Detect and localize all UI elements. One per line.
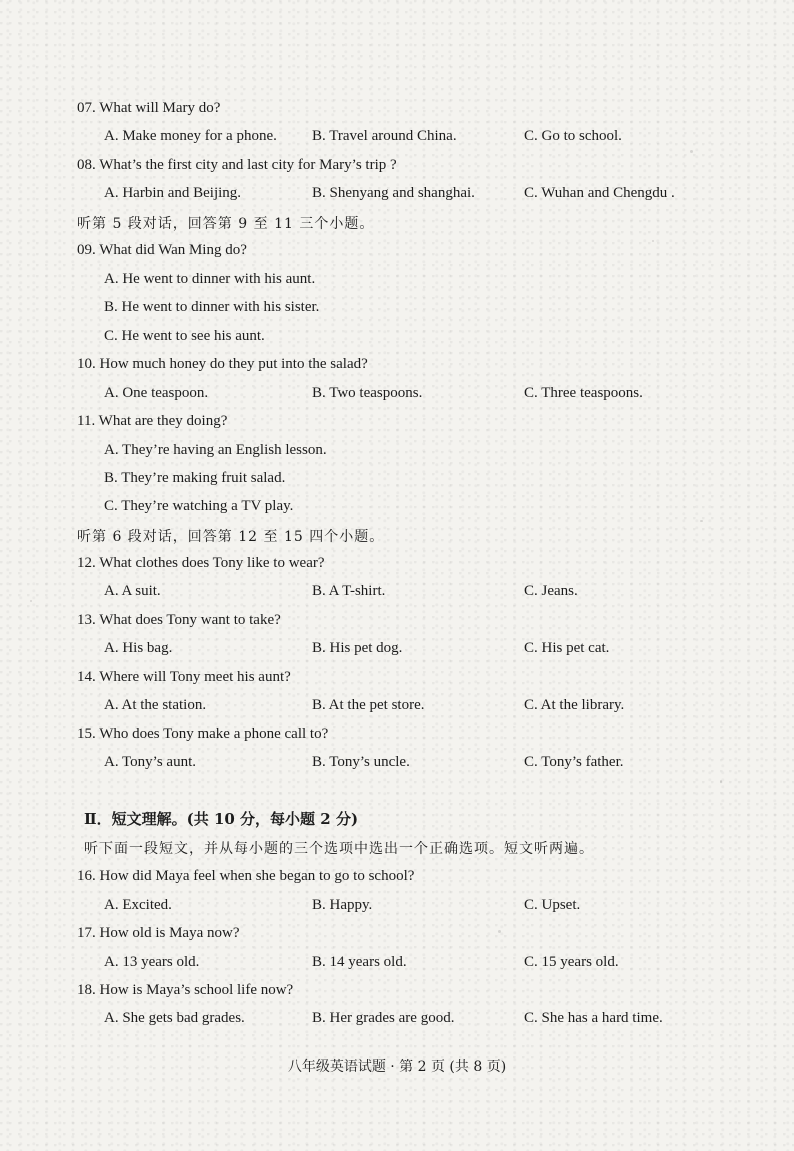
question-17: 17. How old is Maya now? <box>77 925 240 941</box>
scan-speck <box>30 600 32 602</box>
option-11-c <box>0 492 794 520</box>
options-10 <box>0 379 794 407</box>
option-a: A. 13 years old. <box>104 954 200 970</box>
option-c: C. Jeans. <box>524 583 578 599</box>
option-c: C. He went to see his aunt. <box>104 328 265 344</box>
options-12 <box>0 577 794 605</box>
option-09-a <box>0 265 794 293</box>
option-c: C. Upset. <box>524 897 581 913</box>
option-a: A. Excited. <box>104 897 172 913</box>
page-footer: 八年级英语试题 · 第 2 页 (共 8 页) <box>287 1059 507 1075</box>
option-a: A. A suit. <box>104 583 161 599</box>
question-07: 07. What will Mary do? <box>77 100 221 116</box>
option-a: A. Make money for a phone. <box>104 128 277 144</box>
option-b: B. At the pet store. <box>312 697 425 713</box>
option-a: A. Harbin and Beijing. <box>104 185 242 201</box>
question-15: 15. Who does Tony make a phone call to? <box>77 726 329 742</box>
option-11-a <box>0 436 794 464</box>
option-11-b <box>0 464 794 492</box>
option-b: B. Tony’s uncle. <box>312 754 410 770</box>
scan-speck <box>720 780 722 783</box>
option-b: B. Shenyang and shanghai. <box>312 185 475 201</box>
options-16 <box>0 891 794 919</box>
scan-speck <box>652 240 654 242</box>
scan-speck <box>700 520 703 522</box>
question-09: 09. What did Wan Ming do? <box>77 242 247 258</box>
scan-speck <box>498 930 501 933</box>
option-c: C. His pet cat. <box>524 640 610 656</box>
scan-speck <box>690 150 693 153</box>
option-a: A. At the station. <box>104 697 207 713</box>
option-09-b <box>0 293 794 321</box>
option-a: A. Tony’s aunt. <box>104 754 197 770</box>
options-17 <box>0 948 794 976</box>
question-16: 16. How did Maya feel when she began to go to school? <box>77 868 415 884</box>
option-a: A. She gets bad grades. <box>104 1010 245 1026</box>
question-14: 14. Where will Tony meet his aunt? <box>77 669 291 685</box>
options-14 <box>0 691 794 719</box>
section-2-instruction: 听下面一段短文，并从每小题的三个选项中选出一个正确选项。短文听两遍。 <box>84 841 594 857</box>
question-08: 08. What’s the first city and last city for Mary’s trip ? <box>77 157 397 173</box>
options-08 <box>0 179 794 207</box>
option-c: C. Three teaspoons. <box>524 385 643 401</box>
option-b: B. Travel around China. <box>312 128 457 144</box>
section-2-title: Ⅱ．短文理解。(共 10 分，每小题 2 分) <box>84 810 359 828</box>
option-b: B. He went to dinner with his sister. <box>104 299 320 315</box>
options-13 <box>0 634 794 662</box>
options-07 <box>0 122 794 150</box>
instruction-dialogue-5: 听第 5 段对话，回答第 9 至 11 三个小题。 <box>77 216 375 232</box>
options-18 <box>0 1004 794 1032</box>
option-c: C. Tony’s father. <box>524 754 624 770</box>
option-c: C. She has a hard time. <box>524 1010 663 1026</box>
option-b: B. His pet dog. <box>312 640 403 656</box>
question-18: 18. How is Maya’s school life now? <box>77 982 294 998</box>
option-09-c <box>0 322 794 350</box>
option-b: B. A T-shirt. <box>312 583 386 599</box>
question-12: 12. What clothes does Tony like to wear? <box>77 555 325 571</box>
option-b: B. Her grades are good. <box>312 1010 455 1026</box>
option-b: B. Two teaspoons. <box>312 385 423 401</box>
option-c: C. Wuhan and Chengdu . <box>524 185 675 201</box>
option-c: C. 15 years old. <box>524 954 619 970</box>
option-b: B. 14 years old. <box>312 954 407 970</box>
option-b: B. They’re making fruit salad. <box>104 470 286 486</box>
option-c: C. At the library. <box>524 697 625 713</box>
option-c: C. They’re watching a TV play. <box>104 498 294 514</box>
options-15 <box>0 748 794 776</box>
question-11: 11. What are they doing? <box>77 413 228 429</box>
option-a: A. One teaspoon. <box>104 385 209 401</box>
option-a: A. They’re having an English lesson. <box>104 442 327 458</box>
option-a: A. He went to dinner with his aunt. <box>104 271 316 287</box>
question-10: 10. How much honey do they put into the salad? <box>77 356 368 372</box>
option-c: C. Go to school. <box>524 128 622 144</box>
option-b: B. Happy. <box>312 897 373 913</box>
instruction-dialogue-6: 听第 6 段对话，回答第 12 至 15 四个小题。 <box>77 529 385 545</box>
question-13: 13. What does Tony want to take? <box>77 612 281 628</box>
option-a: A. His bag. <box>104 640 173 656</box>
